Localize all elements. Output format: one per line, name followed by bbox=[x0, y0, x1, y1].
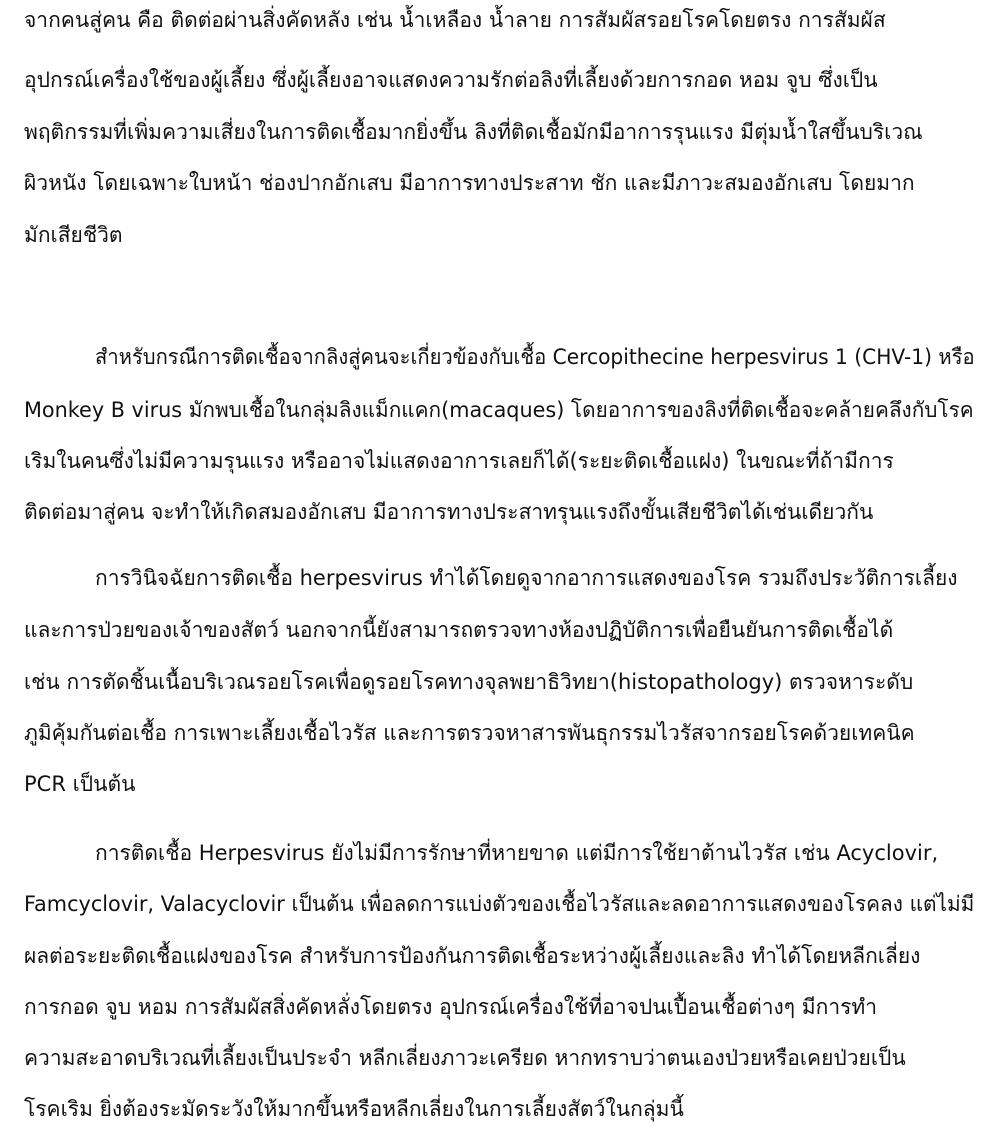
paragraph-line: สำหรับกรณีการติดเชื้อจากลิงสู่คนจะเกี่ยวข้องกับเชื้อ Cercopithecine herpesvirus 1 (CHV-1) หรือ bbox=[95, 345, 975, 369]
paragraph-line: Famcyclovir, Valacyclovir เป็นต้น เพื่อลดการแบ่งตัวของเชื้อไวรัสและลดอาการแสดงของโรคลง แต่ไม่มี bbox=[24, 892, 975, 916]
paragraph-line: ผลต่อระยะติดเชื้อแฝงของโรค สำหรับการป้องกันการติดเชื้อระหว่างผู้เลี้ยงและลิง ทำได้โดยหลีกเลี่ยง bbox=[24, 944, 921, 968]
paragraph-line: และการป่วยของเจ้าของสัตว์ นอกจากนี้ยังสามารถตรวจทางห้องปฏิบัติการเพื่อยืนยันการติดเชื้อได้ bbox=[24, 618, 894, 642]
paragraph-line: เริมในคนซึ่งไม่มีความรุนแรง หรืออาจไม่แสดงอาการเลยก็ได้(ระยะติดเชื้อแฝง) ในขณะที่ถ้ามีการ bbox=[24, 449, 894, 473]
paragraph-line: มักเสียชีวิต bbox=[24, 223, 123, 247]
paragraph-line: ผิวหนัง โดยเฉพาะใบหน้า ช่องปากอักเสบ มีอาการทางประสาท ชัก และมีภาวะสมองอักเสบ โดยมาก bbox=[24, 171, 915, 195]
paragraph-line: ภูมิคุ้มกันต่อเชื้อ การเพาะเลี้ยงเชื้อไวรัส และการตรวจหาสารพันธุกรรมไวรัสจากรอยโรคด้วยเทคนิค bbox=[24, 721, 915, 745]
paragraph-line: ติดต่อมาสู่คน จะทำให้เกิดสมองอักเสบ มีอาการทางประสาทรุนแรงถึงขั้นเสียชีวิตได้เช่นเดียวกัน bbox=[24, 500, 874, 524]
paragraph-line: การกอด จูบ หอม การสัมผัสสิ่งคัดหลั่งโดยตรง อุปกรณ์เครื่องใช้ที่อาจปนเปื้อนเชื้อต่างๆ มีการทำ bbox=[24, 995, 878, 1019]
paragraph-line: Monkey B virus มักพบเชื้อในกลุ่มลิงแม็กแคก(macaques) โดยอาการของลิงที่ติดเชื้อจะคล้ายคลึงกับโรค bbox=[24, 398, 974, 422]
paragraph-line: PCR เป็นต้น bbox=[24, 772, 136, 796]
paragraph-line: การวินิจฉัยการติดเชื้อ herpesvirus ทำได้โดยดูจากอาการแสดงของโรค รวมถึงประวัติการเลี้ยง bbox=[95, 566, 958, 590]
paragraph-line: จากคนสู่คน คือ ติดต่อผ่านสิ่งคัดหลัง เช่น น้ำเหลือง น้ำลาย การสัมผัสรอยโรคโดยตรง การสัมผัส bbox=[24, 8, 886, 32]
paragraph-line: โรคเริม ยิ่งต้องระมัดระวังให้มากขึ้นหรือหลีกเลี่ยงในการเลี้ยงสัตว์ในกลุ่มนี้ bbox=[24, 1097, 684, 1121]
paragraph-line: เช่น การตัดชิ้นเนื้อบริเวณรอยโรคเพื่อดูรอยโรคทางจุลพยาธิวิทยา(histopathology) ตรวจหาระดับ bbox=[24, 670, 914, 694]
paragraph-line: ความสะอาดบริเวณที่เลี้ยงเป็นประจำ หลีกเลี่ยงภาวะเครียด หากทราบว่าตนเองป่วยหรือเคยป่วยเป็น bbox=[24, 1046, 906, 1070]
paragraph-line: พฤติกรรมที่เพิ่มความเสี่ยงในการติดเชื้อมากยิ่งขึ้น ลิงที่ติดเชื้อมักมีอาการรุนแรง มีตุ่มน้ำใสขึ้นบริเวณ bbox=[24, 120, 923, 144]
paragraph-line: อุปกรณ์เครื่องใช้ของผู้เลี้ยง ซึ่งผู้เลี้ยงอาจแสดงความรักต่อลิงที่เลี้ยงด้วยการกอด หอม จูบ ซึ่งเป็น bbox=[24, 68, 878, 92]
paragraph-line: การติดเชื้อ Herpesvirus ยังไม่มีการรักษาที่หายขาด แต่มีการใช้ยาต้านไวรัส เช่น Acyclovir, bbox=[95, 841, 939, 865]
